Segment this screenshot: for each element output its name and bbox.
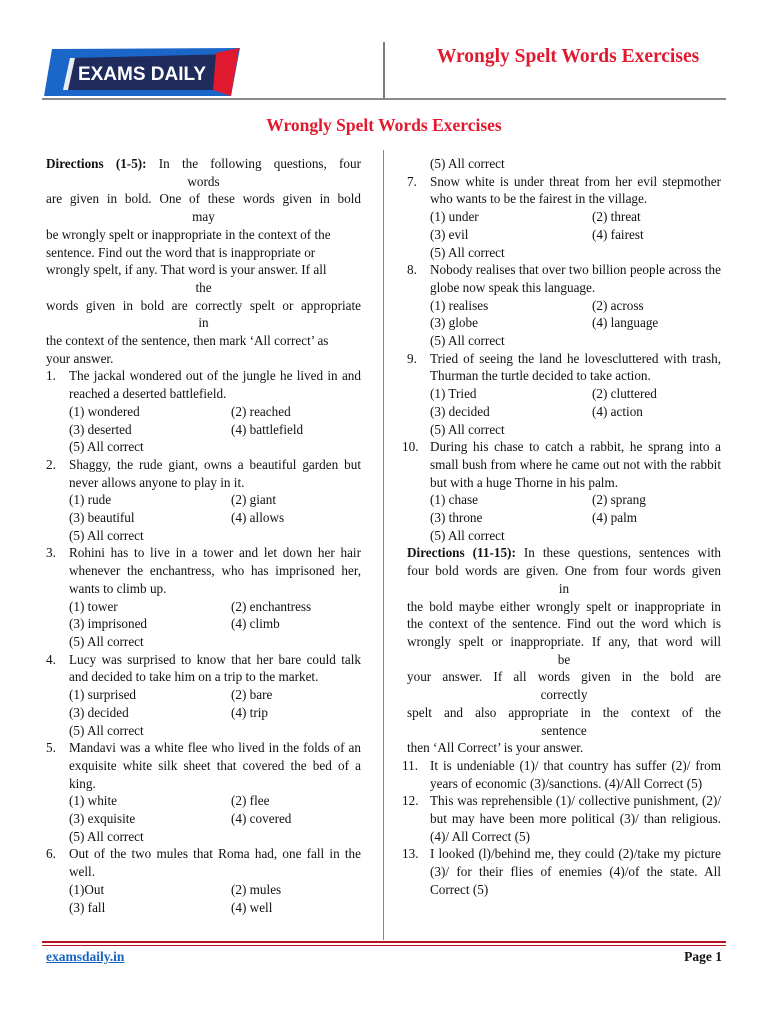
option: (1) chase — [430, 492, 478, 508]
option: (4) language — [592, 315, 659, 331]
option: (4) fairest — [592, 226, 644, 242]
directions-2-line: sentence — [541, 722, 587, 738]
option: (4) climb — [231, 616, 280, 632]
directions-2-line: four bold words are given. One from four words given — [407, 563, 721, 579]
directions-1 — [46, 155, 361, 367]
option: (3) decided — [69, 704, 129, 720]
question-number: 4. — [46, 651, 56, 667]
question-text: Out of the two mules that Roma had, one fall in the well. — [69, 846, 361, 880]
question-3 — [46, 544, 361, 650]
option: (4) action — [592, 403, 643, 419]
directions-2-line: the bold maybe either wrongly spelt or inappropriate in — [407, 598, 721, 614]
question-text: During his chase to catch a rabbit, he sprang into a small bush from where he came out not with the rabbit but with a huge Thorne in his palm. — [430, 439, 721, 490]
options — [407, 297, 721, 350]
question-12 — [402, 792, 721, 845]
question-7 — [407, 173, 721, 262]
options — [46, 881, 361, 916]
question-text: Rohini has to live in a tower and let down her hair whenever the enchantress, who has imprisoned her, wants to climb up. — [69, 545, 361, 596]
right-column — [402, 155, 721, 899]
option: (2) sprang — [592, 492, 646, 508]
directions-1-line: words — [187, 173, 220, 189]
directions-1-line: be wrongly spelt or inappropriate in the context of the — [46, 226, 331, 242]
directions-1-line: are given in bold. One of these words given in bold — [46, 191, 361, 207]
options — [46, 491, 361, 544]
option: (5) All correct — [430, 244, 505, 260]
question-2 — [46, 456, 361, 545]
option: (4) well — [231, 899, 273, 915]
option: (4) allows — [231, 510, 285, 526]
question-text: Tried of seeing the land he lovescluttered with trash, Thurman the turtle decided to take action. — [430, 350, 721, 384]
directions-2-line: In these questions, sentences with — [523, 545, 721, 561]
option: (2) threat — [592, 209, 641, 225]
directions-2-line: then ‘All Correct’ is your answer. — [407, 740, 584, 756]
exams-daily-logo — [42, 44, 242, 100]
options — [407, 155, 721, 173]
option: (2) cluttered — [592, 386, 657, 402]
option: (2) bare — [231, 687, 273, 703]
question-4 — [46, 651, 361, 740]
option: (2) flee — [231, 793, 270, 809]
directions-1-line: the context of the sentence, then mark ‘All correct’ as — [46, 333, 329, 349]
question-number: 2. — [46, 456, 56, 472]
header-divider — [383, 42, 385, 99]
directions-1-line: In the following questions, four — [158, 156, 362, 171]
options — [407, 385, 721, 438]
option: (2) across — [592, 297, 644, 313]
option: (4) palm — [592, 510, 638, 526]
option: (1)Out — [69, 881, 105, 897]
directions-2-line: in — [558, 580, 570, 596]
directions-2-line: correctly — [540, 687, 588, 703]
column-divider — [383, 150, 384, 940]
question-number: 3. — [46, 545, 56, 561]
option: (5) All correct — [430, 333, 505, 349]
option: (4) trip — [231, 704, 268, 720]
question-number: 13. — [402, 846, 419, 862]
option: (2) enchantress — [231, 598, 312, 614]
option: (5) All correct — [69, 722, 144, 738]
option: (1) tower — [69, 598, 118, 614]
directions-2-line: the context of the sentence. Find out the word which is — [407, 616, 721, 632]
question-8 — [407, 261, 721, 350]
question-text: I looked (l)/behind me, they could (2)/take my picture (3)/ for their flies of enemies (4)/of the state. All Correct (5) — [430, 846, 721, 897]
question-13 — [402, 845, 721, 898]
question-10 — [402, 438, 721, 544]
question-number: 5. — [46, 740, 56, 756]
question-11 — [402, 757, 721, 792]
option: (1) wondered — [69, 403, 140, 419]
directions-1-line: in — [198, 315, 209, 331]
question-text: Lucy was surprised to know that her bare could talk and decided to take him on a trip to the market. — [69, 651, 361, 685]
option: (3) beautiful — [69, 510, 135, 526]
logo-graphic — [42, 44, 242, 100]
question-1 — [46, 367, 361, 456]
option: (5) All correct — [69, 828, 144, 844]
directions-2-label: Directions (11-15): — [407, 545, 516, 561]
question-number: 7. — [407, 173, 417, 189]
option: (2) mules — [231, 881, 282, 897]
header-title: Wrongly Spelt Words Exercises — [436, 46, 700, 67]
option: (4) covered — [231, 811, 292, 827]
option: (3) throne — [430, 510, 483, 526]
directions-2-line: spelt and also appropriate in the context of the — [407, 704, 721, 720]
option: (1) realises — [430, 297, 489, 313]
options — [407, 491, 721, 544]
question-text: The jackal wondered out of the jungle he lived in and reached a deserted battlefield. — [69, 368, 361, 402]
directions-2-line: your answer. If all words given in the bold are — [407, 669, 721, 685]
option: (1) white — [69, 793, 117, 809]
directions-1-line: may — [192, 209, 215, 225]
question-text: Nobody realises that over two billion people across the globe now speak this language. — [430, 262, 721, 295]
question-number: 1. — [46, 368, 56, 384]
footer-rule — [42, 941, 726, 943]
question-number: 10. — [402, 439, 419, 455]
question-text: This was reprehensible (1)/ collective punishment, (2)/ but may have been more political (3)/ than religious.(4)/ All Correct (5) — [430, 793, 721, 844]
option: (1) Tried — [430, 386, 477, 402]
directions-2-line: be — [557, 651, 571, 667]
option: (3) imprisoned — [69, 616, 148, 632]
options — [46, 403, 361, 456]
option: (5) All correct — [69, 527, 144, 543]
question-text: Snow white is under threat from her evil stepmother who wants to be the fairest in the village. — [430, 173, 721, 207]
option: (5) All correct — [430, 156, 505, 171]
footer-rule — [42, 945, 726, 946]
page-number: Page 1 — [684, 949, 722, 964]
logo-text: EXAMS DAILY — [77, 64, 207, 85]
option: (2) reached — [231, 403, 291, 419]
question-5 — [46, 739, 361, 845]
question-text: Mandavi was a white flee who lived in the folds of an exquisite white silk sheet that covered the bed of a king. — [69, 740, 361, 791]
header-rule — [42, 98, 726, 100]
option: (1) under — [430, 209, 479, 225]
question-text: It is undeniable (1)/ that country has suffer (2)/ from years of economic (3)/sanctions. (4)/All Correct (5) — [430, 757, 721, 791]
option: (1) rude — [69, 492, 112, 508]
question-number: 12. — [402, 793, 419, 809]
option: (5) All correct — [430, 421, 505, 437]
option: (3) decided — [430, 403, 490, 419]
question-9 — [407, 350, 721, 439]
option: (1) surprised — [69, 687, 137, 703]
option: (3) fall — [69, 899, 106, 915]
options — [46, 686, 361, 739]
left-column — [46, 155, 361, 916]
option: (5) All correct — [69, 633, 144, 649]
option: (4) battlefield — [231, 421, 304, 437]
option: (5) All correct — [430, 527, 505, 543]
question-6 — [46, 845, 361, 916]
option: (3) deserted — [69, 421, 132, 437]
option: (5) All correct — [69, 439, 144, 455]
options — [407, 208, 721, 261]
directions-1-line: words given in bold are correctly spelt or appropriate — [46, 297, 361, 313]
option: (3) evil — [430, 226, 469, 242]
directions-1-line: sentence. Find out the word that is inappropriate or — [46, 244, 316, 260]
page-title: Wrongly Spelt Words Exercises — [266, 115, 502, 135]
site-link[interactable]: examsdaily.in — [46, 949, 125, 964]
question-number: 6. — [46, 846, 56, 862]
question-number: 9. — [407, 350, 417, 366]
options — [46, 598, 361, 651]
directions-2 — [407, 544, 721, 756]
directions-1-line: the — [195, 279, 212, 295]
directions-2-line: wrongly spelt or inappropriate. If any, that word will — [407, 633, 721, 649]
question-text: Shaggy, the rude giant, owns a beautiful garden but never allows anyone to play in it. — [69, 456, 361, 490]
question-number: 8. — [407, 262, 417, 278]
option: (3) globe — [430, 315, 478, 331]
directions-1-line: your answer. — [46, 350, 114, 366]
directions-1-line: wrongly spelt, if any. That word is your answer. If all — [46, 262, 327, 278]
option: (3) exquisite — [69, 811, 136, 827]
options — [46, 792, 361, 845]
option: (2) giant — [231, 492, 277, 508]
question-number: 11. — [402, 757, 418, 773]
directions-1-label: Directions (1-5): — [46, 156, 147, 171]
